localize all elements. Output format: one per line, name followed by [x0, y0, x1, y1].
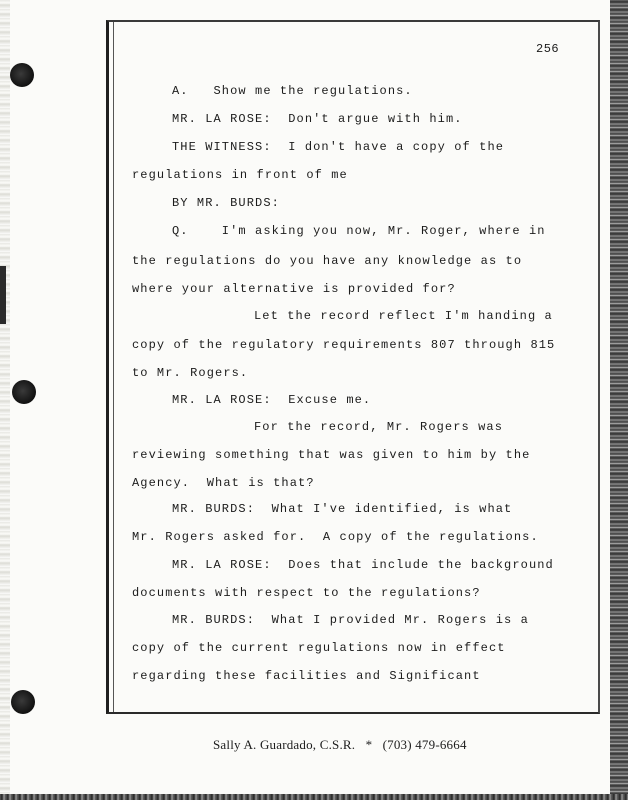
transcript-line: Q. I'm asking you now, Mr. Roger, where in: [172, 224, 546, 238]
transcript-line: For the record, Mr. Rogers was: [254, 420, 504, 434]
scan-edge-left: [0, 0, 10, 800]
page-number: 256: [536, 42, 560, 56]
transcript-line: Agency. What is that?: [132, 476, 315, 490]
transcript-line: Let the record reflect I'm handing a: [254, 309, 553, 323]
transcript-line: THE WITNESS: I don't have a copy of the: [172, 140, 505, 154]
transcript-line: copy of the regulatory requirements 807 through 815: [132, 338, 556, 352]
binder-hole-top: [10, 63, 34, 87]
transcript-line: MR. LA ROSE: Excuse me.: [172, 393, 372, 407]
transcript-line: MR. BURDS: What I provided Mr. Rogers is a: [172, 613, 529, 627]
transcript-line: Mr. Rogers asked for. A copy of the regulations.: [132, 530, 539, 544]
transcript-line: MR. BURDS: What I've identified, is what: [172, 502, 513, 516]
binder-hole-bottom: [11, 690, 35, 714]
transcript-line: to Mr. Rogers.: [132, 366, 249, 380]
transcript-line: where your alternative is provided for?: [132, 282, 456, 296]
transcript-line: BY MR. BURDS:: [172, 196, 280, 210]
transcript-line: regulations in front of me: [132, 168, 348, 182]
scan-mark: [0, 266, 6, 324]
transcript-line: regarding these facilities and Significant: [132, 669, 481, 683]
transcript-line: MR. LA ROSE: Does that include the background: [172, 558, 554, 572]
scan-edge-right: [610, 0, 628, 800]
transcript-line: A. Show me the regulations.: [172, 84, 413, 98]
transcript-line: reviewing something that was given to him by the: [132, 448, 531, 462]
scan-edge-bottom: [0, 794, 628, 800]
transcript-line: MR. LA ROSE: Don't argue with him.: [172, 112, 463, 126]
transcript-line: copy of the current regulations now in effect: [132, 641, 506, 655]
transcript-line: documents with respect to the regulations?: [132, 586, 481, 600]
binder-hole-middle: [12, 380, 36, 404]
transcript-line: the regulations do you have any knowledge as to: [132, 254, 523, 268]
reporter-footer: Sally A. Guardado, C.S.R. * (703) 479-6664: [213, 737, 467, 752]
